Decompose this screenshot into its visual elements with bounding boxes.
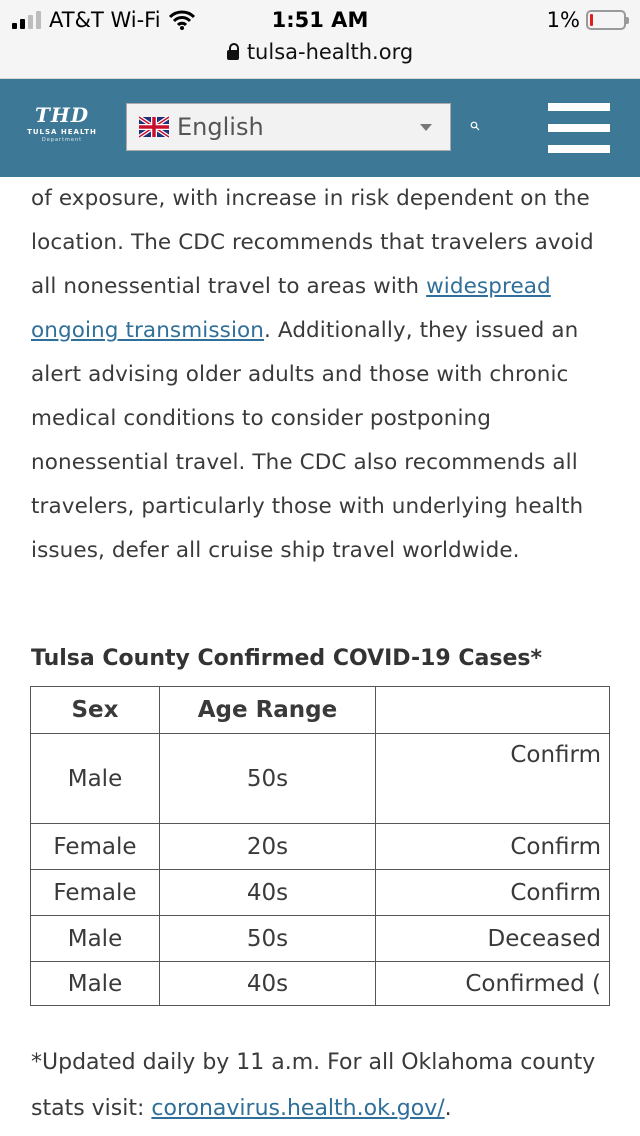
- battery-percent: 1%: [546, 8, 580, 32]
- cell-status: Confirm: [375, 734, 609, 824]
- status-bar: [0, 0, 640, 79]
- paragraph-text-1: of exposure, with increase in risk dependent on the location. The CDC recommends that travelers avoid all nonessential travel to areas with: [31, 186, 594, 299]
- cell-sex: Male: [31, 916, 160, 962]
- language-label: English: [177, 113, 264, 141]
- cell-status: Confirmed (: [375, 962, 609, 1006]
- cell-age: 50s: [159, 916, 375, 962]
- table-row: [31, 824, 610, 870]
- site-header: [0, 79, 640, 177]
- cell-age: 40s: [159, 870, 375, 916]
- battery-icon: [586, 10, 626, 30]
- clock: 1:51 AM: [271, 8, 369, 32]
- url-text: tulsa-health.org: [246, 40, 414, 64]
- article-paragraph: [31, 177, 621, 573]
- cell-age: 20s: [159, 824, 375, 870]
- article-body: [31, 177, 621, 573]
- table-row: [31, 916, 610, 962]
- paragraph-text-2: . Additionally, they issued an alert advising older adults and those with chronic medical conditions to consider postponing nonessential travel. The CDC also recommends all travelers, particularly those with underlying health issues, defer all cruise ship travel worldwide.: [31, 318, 584, 563]
- lock-icon: [227, 50, 239, 60]
- carrier-label: AT&T Wi-Fi: [49, 8, 161, 32]
- battery-indicator: [547, 8, 626, 32]
- language-select[interactable]: [126, 103, 451, 151]
- cell-sex: Female: [31, 870, 160, 916]
- uk-flag-icon: [139, 116, 169, 138]
- header-sex: Sex: [31, 687, 160, 734]
- cell-status: Deceased: [375, 916, 609, 962]
- cell-sex: Male: [31, 734, 160, 824]
- chevron-down-icon: [420, 124, 432, 131]
- header-age-range: Age Range: [159, 687, 375, 734]
- logo-line1: TULSA HEALTH: [27, 128, 97, 136]
- address-bar[interactable]: [0, 40, 640, 64]
- table-row: [31, 734, 610, 824]
- cell-sex: Female: [31, 824, 160, 870]
- cases-table-container[interactable]: [30, 686, 610, 1006]
- footnote-end: .: [444, 1096, 452, 1121]
- table-header-row: [31, 687, 610, 734]
- cases-table: [30, 686, 610, 1006]
- logo-mark: THD: [34, 103, 90, 127]
- cell-age: 50s: [159, 734, 375, 824]
- table-row: [31, 870, 610, 916]
- search-icon[interactable]: [470, 121, 480, 131]
- site-logo[interactable]: [22, 103, 102, 143]
- footnote-text: *Updated daily by 11 a.m. For all Oklahoma county stats visit:: [31, 1050, 596, 1121]
- table-footnote: [31, 1040, 621, 1132]
- logo-line2: Department: [41, 137, 83, 143]
- table-title: Tulsa County Confirmed COVID-19 Cases*: [31, 646, 542, 671]
- header-status: [375, 687, 609, 734]
- table-row: [31, 962, 610, 1006]
- hamburger-menu-icon[interactable]: [548, 103, 610, 153]
- transmission-link[interactable]: widespread ongoing transmission: [31, 274, 551, 343]
- cell-age: 40s: [159, 962, 375, 1006]
- cell-sex: Male: [31, 962, 160, 1006]
- state-stats-link[interactable]: coronavirus.health.ok.gov/: [151, 1096, 445, 1121]
- cell-status: Confirm: [375, 870, 609, 916]
- cell-status: Confirm: [375, 824, 609, 870]
